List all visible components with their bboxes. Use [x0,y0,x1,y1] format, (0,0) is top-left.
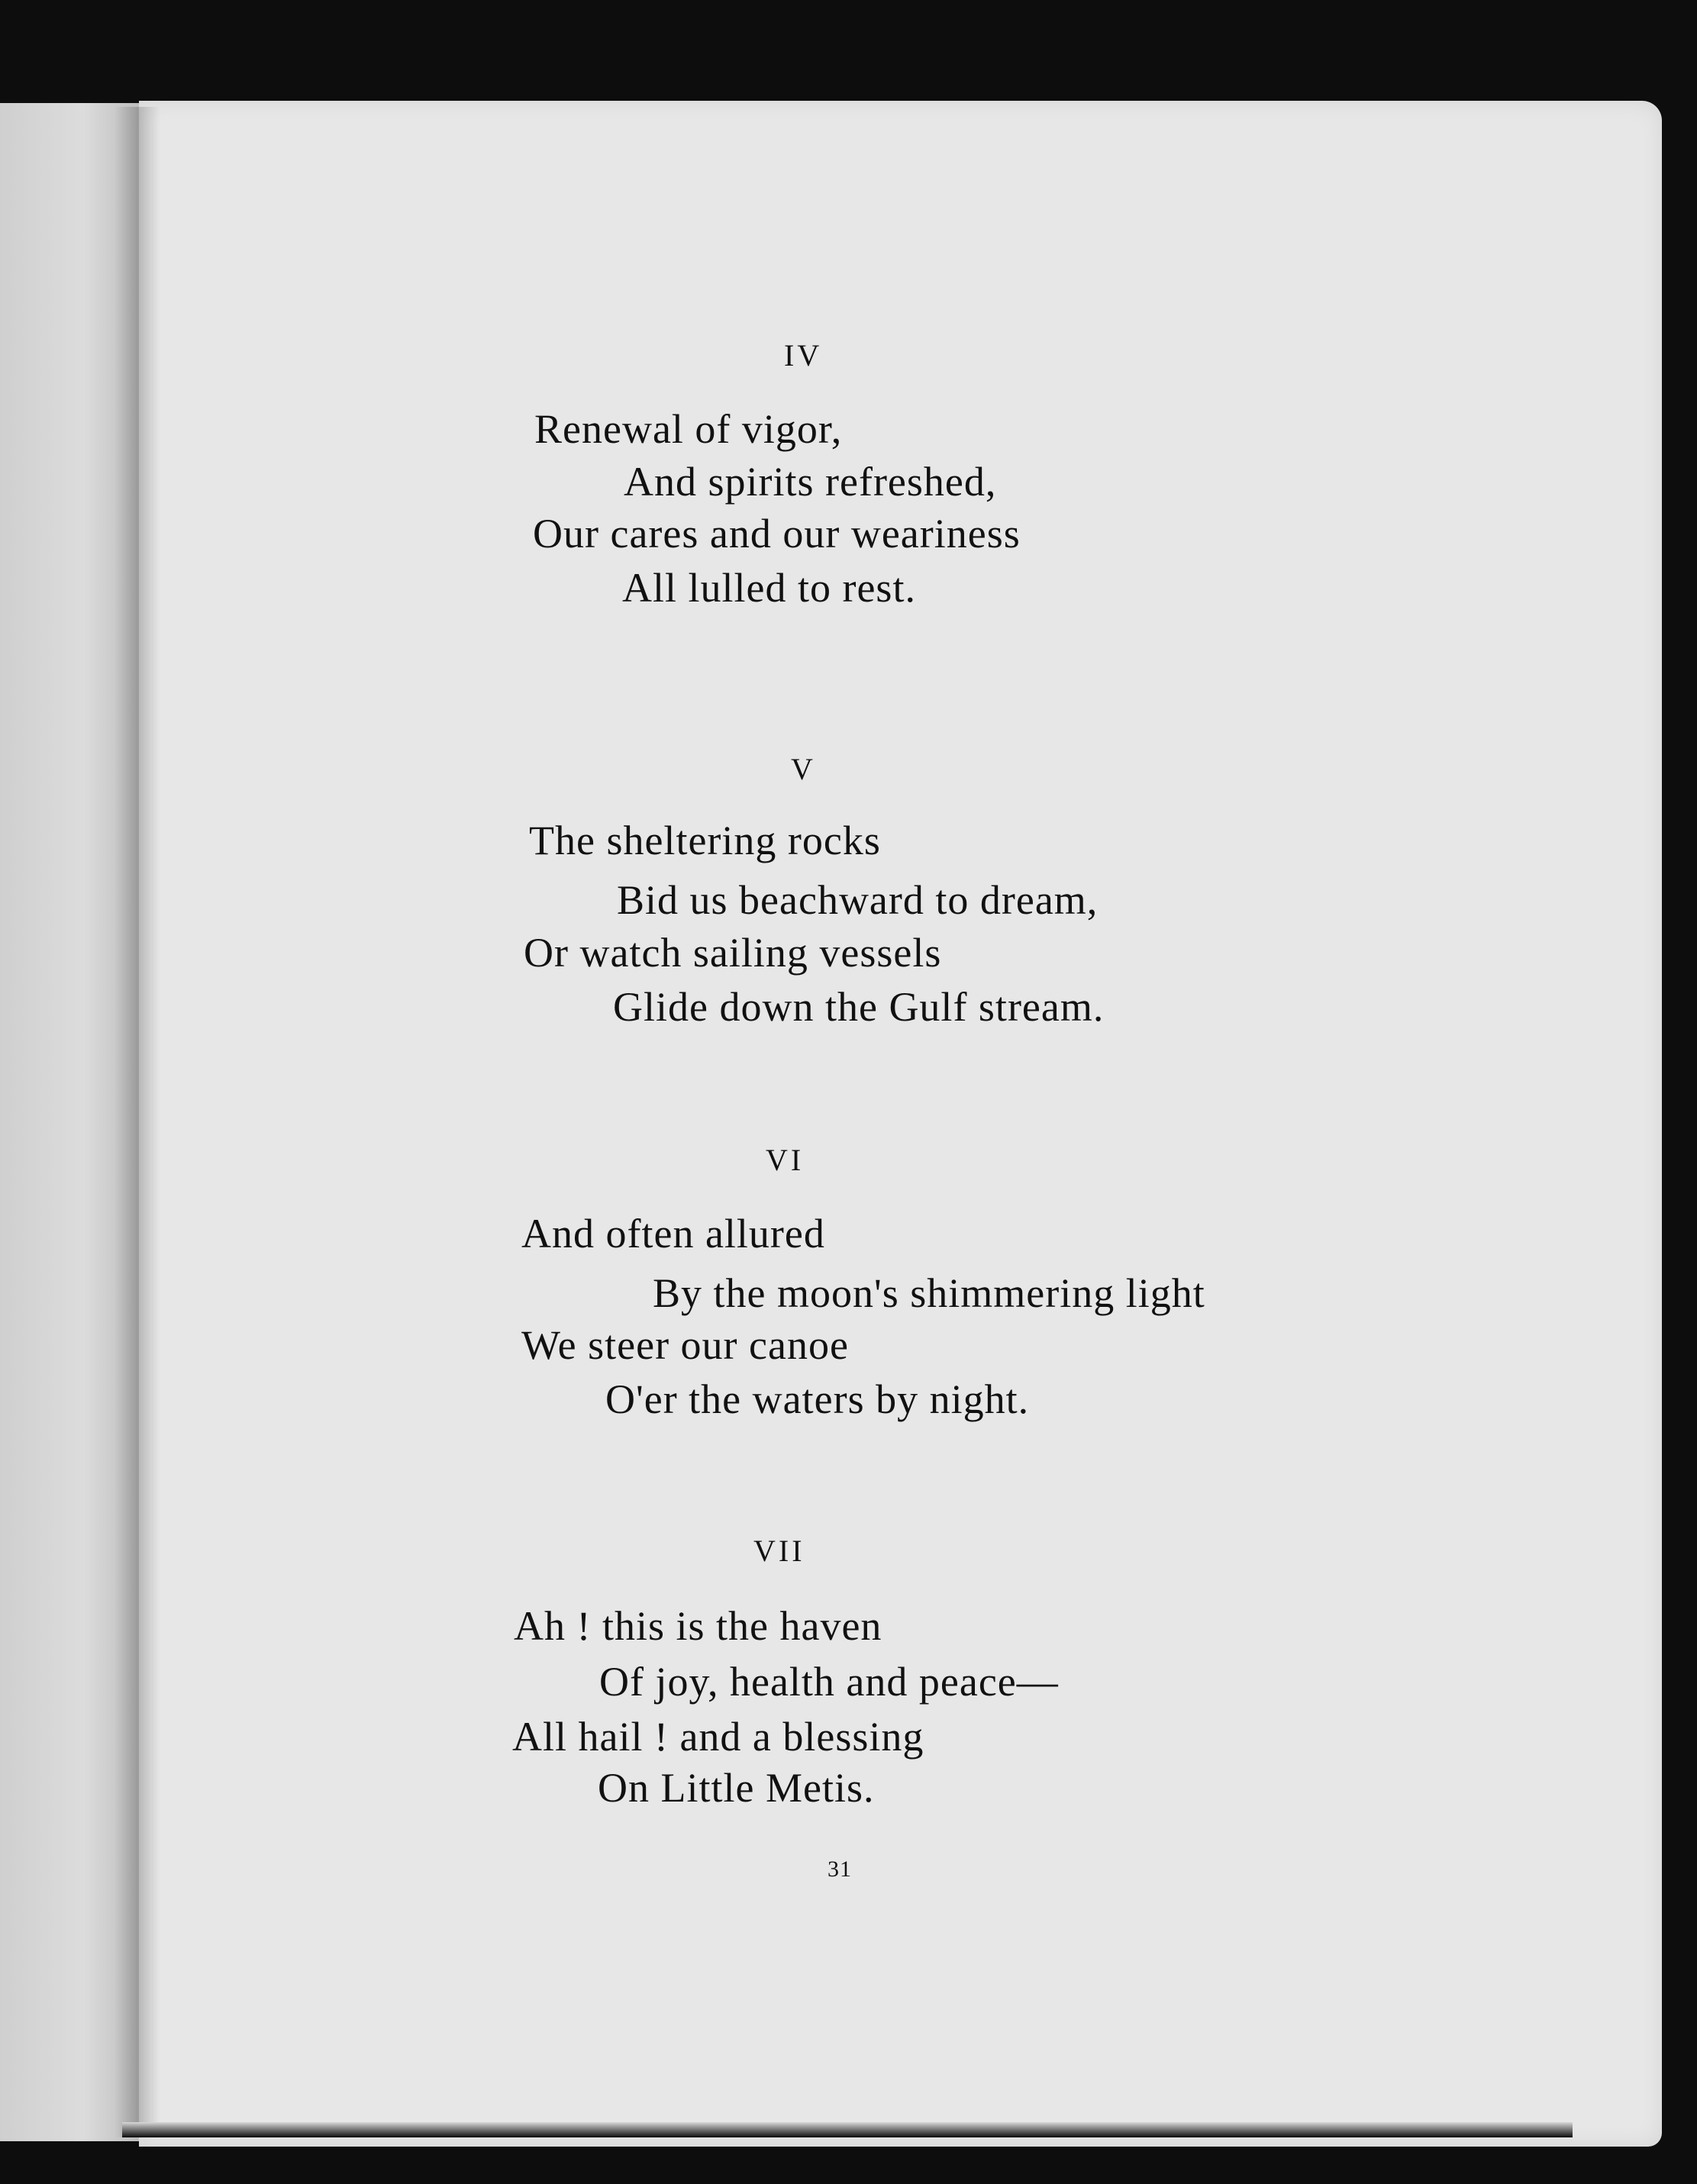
poem-line: Of joy, health and peace— [599,1659,1059,1705]
poem-line: O'er the waters by night. [605,1376,1030,1422]
stanza-numeral: V [791,752,816,786]
poem-line: All lulled to rest. [622,565,916,611]
stanza-numeral: VI [766,1143,805,1177]
stanza-numeral: VII [753,1534,805,1568]
poem-line: On Little Metis. [598,1765,875,1811]
poem-line: All hail ! and a blessing [512,1714,924,1760]
poem-line: Renewal of vigor, [534,406,843,452]
poem-line: Bid us beachward to dream, [617,877,1099,923]
poem-line: We steer our canoe [521,1322,849,1368]
poem-line: Glide down the Gulf stream. [613,984,1105,1030]
page-number: 31 [828,1857,852,1882]
page-bottom-edge [122,2122,1573,2137]
poem-line: And spirits refreshed, [624,459,997,505]
poem-line: By the moon's shimmering light [653,1270,1205,1316]
poem-line: Or watch sailing vessels [524,930,942,976]
poem-line: The sheltering rocks [529,818,881,863]
poem-line: And often allured [521,1211,825,1257]
poem-line: Our cares and our weariness [533,511,1021,556]
poem-line: Ah ! this is the haven [514,1603,882,1649]
stanza-numeral: IV [784,338,823,373]
book-page [139,101,1662,2147]
gutter-shadow [115,107,160,2137]
